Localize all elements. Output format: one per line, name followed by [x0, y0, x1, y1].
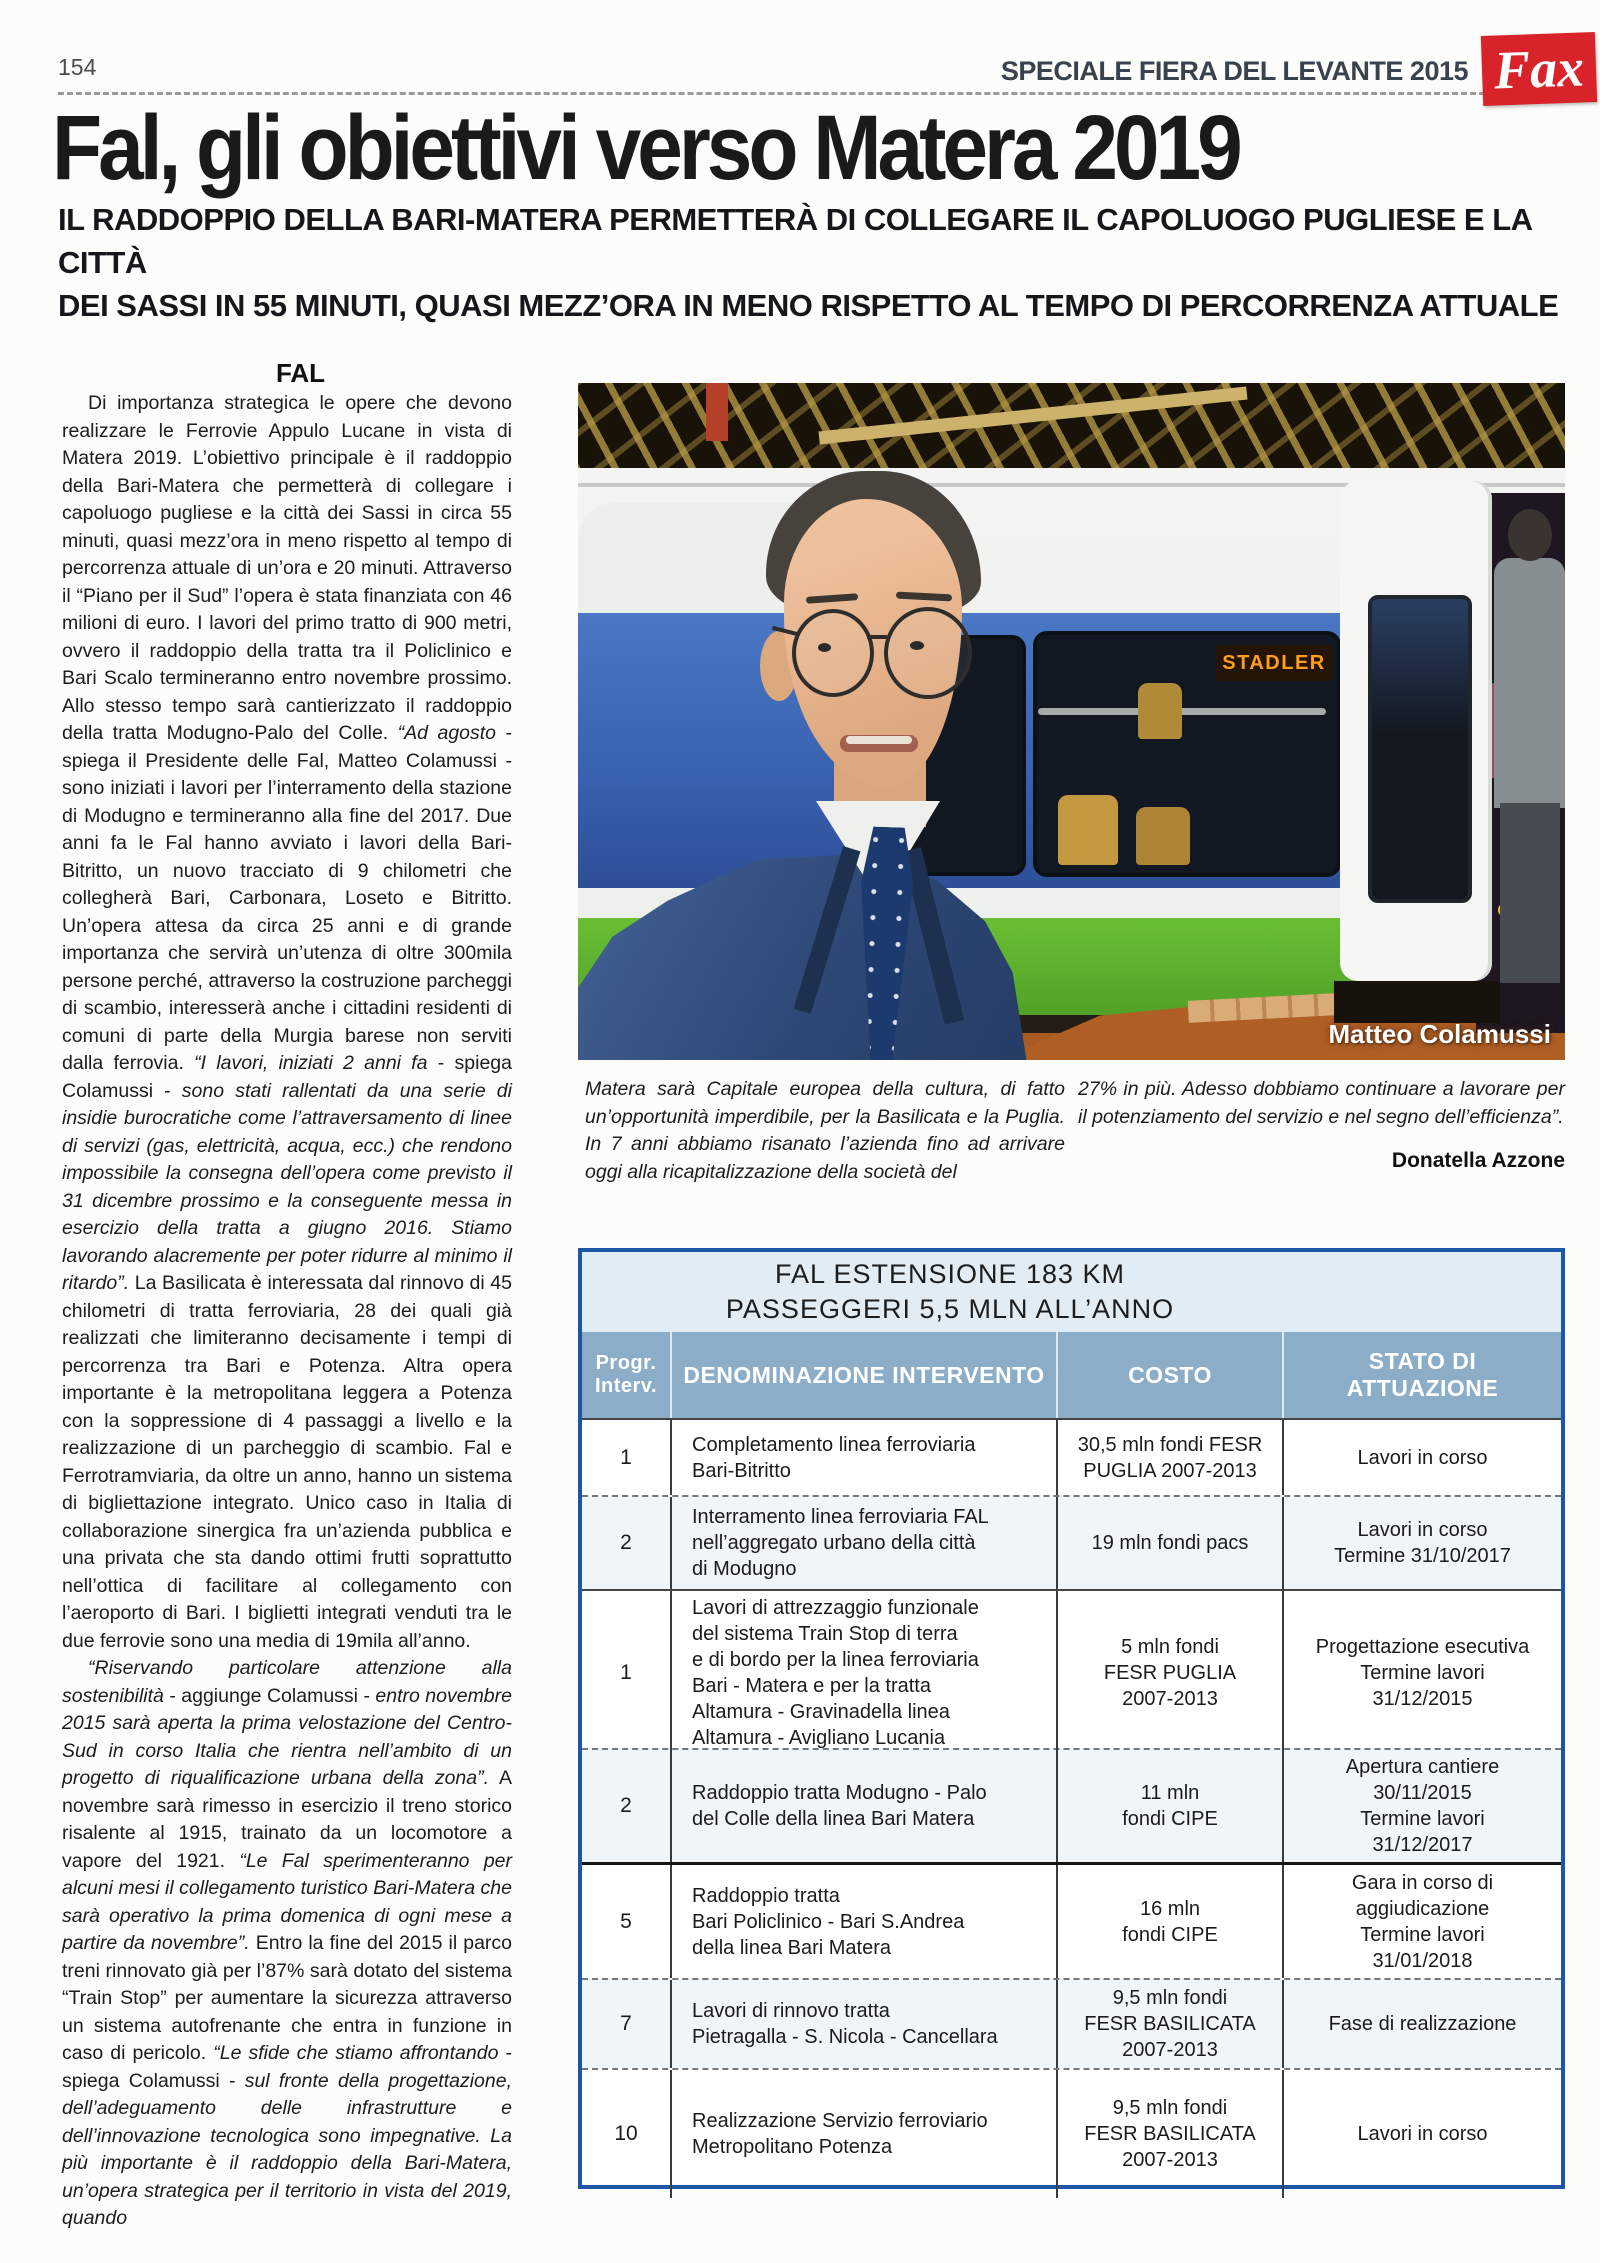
- table-row: [582, 1495, 1561, 1589]
- cell-denominazione: Lavori di attrezzaggio funzionale del sistema Train Stop di terra e di bordo per la linea ferroviaria Bari - Matera e per la tratta Altamura - Gravinadella linea Altamura - Avigliano Lucania: [670, 1591, 1056, 1755]
- cell-stato-attuazione: Lavori in corso: [1282, 2070, 1561, 2198]
- cell-costo: 9,5 mln fondi FESR BASILICATA 2007-2013: [1056, 2070, 1282, 2198]
- table-body: [582, 1418, 1561, 2198]
- cell-progr-interv: 5: [620, 1909, 632, 1933]
- glasses-lens: [792, 609, 874, 697]
- quote-text: “I lavori, iniziati 2 anni fa: [194, 1052, 428, 1074]
- train-seat: [1058, 795, 1118, 865]
- cell-denominazione: Interramento linea ferroviaria FAL nell’aggregato urbano della città di Modugno: [670, 1497, 1056, 1589]
- body-text: - spiega Colamussi -: [62, 2042, 512, 2092]
- body-text: A novembre sarà rimesso in esercizio il treno storico risalente al 1915, trainato da un locomotore a vapore del 1921.: [62, 1767, 512, 1872]
- stadler-led-display: STADLER: [1216, 645, 1332, 681]
- cell-costo: 5 mln fondi FESR PUGLIA 2007-2013: [1056, 1591, 1282, 1755]
- train-seat: [1138, 683, 1182, 739]
- table-title-band: [582, 1252, 1561, 1332]
- article-paragraph: [62, 390, 512, 1655]
- article-column-3: [1078, 1076, 1565, 1175]
- quote-text: 27% in più. Adesso dobbiamo continuare a lavorare per il potenziamento del servizio e nel segno dell’efficienza”.: [1078, 1078, 1565, 1128]
- table-row: [582, 1978, 1561, 2068]
- fax-logo: [1481, 32, 1597, 106]
- passenger-figure: [1494, 558, 1565, 808]
- page-number: 154: [58, 54, 97, 80]
- door-step-shadow: [1334, 981, 1500, 1023]
- table-header-cell: Progr. Interv.: [594, 1352, 658, 1397]
- table-row: [582, 1862, 1561, 1978]
- cell-costo: 19 mln fondi pacs: [1056, 1497, 1282, 1589]
- quote-text: entro novembre 2015 sarà aperta la prima velostazione del Centro-Sud in corso Italia che rientra nell’ambito di un progetto di riqualificazione urbana della zona”.: [62, 1684, 512, 1789]
- kicker: FAL: [275, 358, 326, 388]
- cell-stato-attuazione: Lavori in corso: [1282, 1420, 1561, 1495]
- table-header-cell: STATO DI ATTUAZIONE: [1282, 1332, 1561, 1418]
- cell-stato-attuazione: Lavori in corso Termine 31/10/2017: [1282, 1497, 1561, 1589]
- body-text: La Basilicata è interessata dal rinnovo di 45 chilometri di tratta ferroviaria, 28 dei quali già realizzati che limiteranno decisamente i tempi di percorrenza tra Bari e Potenza. Altra opera importante è la metropolitana leggera a Potenza con la soppressione di 4 passaggi a livello e la realizzazione di un parcheggio di scambio. Fal e Ferrotramviaria, da oltre un anno, hanno un sistema di bigliettazione integrato. Unico caso in Italia di collaborazione sinergica fra un’azienda pubblica e una privata che sta dando ottimi frutti soprattutto nell’ottica di facilitare al collegamento con l’aeroporto di Bari. I biglietti integrati venduti tra le due ferrovie sono una media di 19mila all’anno.: [62, 1272, 512, 1652]
- train-seat: [1136, 807, 1190, 865]
- body-text: - aggiunge Colamussi -: [163, 1684, 376, 1707]
- cell-denominazione: Completamento linea ferroviaria Bari-Bitritto: [670, 1420, 1056, 1495]
- subheadline-line: IL RADDOPPIO DELLA BARI-MATERA PERMETTERÀ DI COLLEGARE IL CAPOLUOGO PUGLIESE E LA CITTÀ: [58, 202, 1532, 280]
- cell-stato-attuazione: Fase di realizzazione: [1282, 1980, 1561, 2068]
- passenger-legs: [1500, 803, 1560, 983]
- quote-text: “Ad agosto: [397, 722, 497, 744]
- photo-caption: Matteo Colamussi: [1328, 1019, 1551, 1049]
- headline: Fal, gli obiettivi verso Matera 2019: [52, 97, 1239, 200]
- cell-denominazione: Realizzazione Servizio ferroviario Metropolitano Potenza: [670, 2070, 1056, 2198]
- cell-costo: 11 mln fondi CIPE: [1056, 1750, 1282, 1862]
- table-title-line: PASSEGGERI 5,5 MLN ALL’ANNO: [725, 1294, 1175, 1324]
- cell-costo: 30,5 mln fondi FESR PUGLIA 2007-2013: [1056, 1420, 1282, 1495]
- cell-stato-attuazione: Progettazione esecutiva Termine lavori 31/12/2015: [1282, 1591, 1561, 1755]
- cell-denominazione: Raddoppio tratta Bari Policlinico - Bari S.Andrea della linea Bari Matera: [670, 1865, 1056, 1978]
- quote-text: sul fronte della progettazione, dell’adeguamento delle infrastrutture e dell’innovazione tecnologica sono impegnative. La più importante è il raddoppio della Bari-Matera, un’opera strategica per il territorio in vista del 2019, quando: [62, 2069, 512, 2229]
- article-paragraph: [585, 1076, 1065, 1186]
- table-row: [582, 1418, 1561, 1495]
- table-title: [670, 1257, 1230, 1327]
- glasses-lens: [884, 607, 972, 699]
- train-door-window: [1368, 595, 1472, 903]
- body-text: - spiega Colamussi -: [62, 1052, 512, 1102]
- portrait-eye: [910, 641, 924, 650]
- cell-costo: 9,5 mln fondi FESR BASILICATA 2007-2013: [1056, 1980, 1282, 2068]
- fax-logo-text: Fax: [1492, 37, 1586, 101]
- cell-progr-interv: 1: [620, 1661, 632, 1684]
- glasses-bridge: [867, 635, 887, 639]
- cell-stato-attuazione: Gara in corso di aggiudicazione Termine lavori 31/01/2018: [1282, 1865, 1561, 1978]
- cell-progr-interv: 7: [620, 2012, 632, 2035]
- cell-costo: 16 mln fondi CIPE: [1056, 1865, 1282, 1978]
- body-text: - spiega il Presidente delle Fal, Matteo Colamussi - sono iniziati i lavori per l’interramento della stazione di Modugno e termineranno alla fine del 2017. Due anni fa le Fal hanno avviato i lavori della Bari-Bitritto, un nuovo tracciato di 9 chilometri che collegherà Bari, Carbonara, Loseto e Bitritto. Un’opera attesa da circa 25 anni e di grande importanza che servirà un’utenza di oltre 300mila persone perché, attraverso la costruzione parcheggi di scambio, interesserà anche i cittadini residenti di comuni di parte della Murgia barese non serviti dalla ferrovia.: [62, 722, 512, 1074]
- table-header-cell: DENOMINAZIONE INTERVENTO: [670, 1332, 1056, 1418]
- subheadline: [58, 198, 1568, 327]
- cell-progr-interv: 2: [620, 1794, 632, 1817]
- body-text: Entro la fine del 2015 il parco treni rinnovato già per l’87% sarà dotato del sistema “Train Stop” per aumentare la sicurezza attraverso un sistema autofrenante che entra in funzione in caso di pericolo.: [62, 1932, 513, 2064]
- cell-progr-interv: 10: [614, 2122, 638, 2145]
- quote-text: “Le sfide che stiamo affrontando: [213, 2042, 499, 2064]
- byline: Donatella Azzone: [1391, 1149, 1565, 1172]
- table-header-cell: COSTO: [1056, 1332, 1282, 1418]
- cell-denominazione: Raddoppio tratta Modugno - Palo del Colle della linea Bari Matera: [670, 1750, 1056, 1862]
- quote-text: sono stati rallentati da una serie di insidie burocratiche come l’attraversamento di linee di servizi (gas, elettricità, acqua, ecc.) che rendono impossibile la consegna dell’opera come previsto il 31 dicembre prossimo e la conseguente messa in esercizio della tratta a giugno 2016. Stiamo lavorando alacremente per poter ridurre al minimo il ritardo”.: [62, 1079, 512, 1294]
- body-text: Di importanza strategica le opere che devono realizzare le Ferrovie Appulo Lucane in vista di Matera 2019. L’obiettivo principale è il raddoppio della Bari-Matera che permetterà di collegare i capoluogo pugliese e la città dei Sassi in circa 55 minuti, quasi mezz’ora in meno rispetto al tempo di percorrenza attuale di un’ora e 20 minuti. Attraverso il “Piano per il Sud” l’opera è stata finanziata con 46 milioni di euro. I lavori del primo tratto di 900 metri, ovvero il raddoppio della tratta tra il Policlinico e Bari Scalo termineranno entro novembre prossimo. Allo stesso tempo sarà cantierizzato il raddoppio della tratta Modugno-Palo del Colle.: [62, 392, 512, 744]
- subheadline-line: DEI SASSI IN 55 MINUTI, QUASI MEZZ’ORA IN MENO RISPETTO AL TEMPO DI PERCORRENZA ATTUALE: [58, 288, 1559, 323]
- fal-interventions-table: [578, 1248, 1565, 2189]
- quote-text: Matera sarà Capitale europea della cultura, di fatto un’opportunità imperdibile, per la Basilicata e la Puglia. In 7 anni abbiamo risanato l’azienda fino ad arrivare oggi alla ricapitalizzazione della società del: [585, 1078, 1065, 1183]
- table-header-row: [582, 1332, 1561, 1418]
- photo-matteo-colamussi: [578, 383, 1565, 1060]
- article-paragraph: [62, 1655, 512, 2233]
- passenger-head: [1508, 509, 1552, 561]
- table-row: [582, 1748, 1561, 1862]
- cell-stato-attuazione: Apertura cantiere 30/11/2015 Termine lavori 31/12/2017: [1282, 1750, 1561, 1862]
- cell-progr-interv: 2: [620, 1531, 632, 1554]
- cell-progr-interv: 1: [620, 1445, 632, 1469]
- ceiling-hoist: [706, 383, 728, 441]
- table-row: [582, 2068, 1561, 2198]
- portrait-teeth: [846, 736, 912, 744]
- quote-text: “Riservando particolare attenzione alla sostenibilità: [62, 1657, 512, 1707]
- table-title-line: FAL ESTENSIONE 183 KM: [774, 1259, 1126, 1289]
- train-handrail: [1038, 708, 1326, 715]
- portrait-eye: [818, 643, 831, 652]
- cell-denominazione: Lavori di rinnovo tratta Pietragalla - S. Nicola - Cancellara: [670, 1980, 1056, 2068]
- article-column-2: [585, 1076, 1065, 1186]
- article-paragraph: [1078, 1076, 1565, 1131]
- header-divider: [58, 92, 1548, 95]
- section-title: SPECIALE FIERA DEL LEVANTE 2015: [1000, 56, 1468, 86]
- table-row: [582, 1589, 1561, 1748]
- article-column-1: [62, 390, 512, 2233]
- quote-text: “Le Fal sperimenteranno per alcuni mesi il collegamento turistico Bari-Matera che sarà operativo la prima domenica di ogni mese a partire da novembre”.: [62, 1849, 512, 1954]
